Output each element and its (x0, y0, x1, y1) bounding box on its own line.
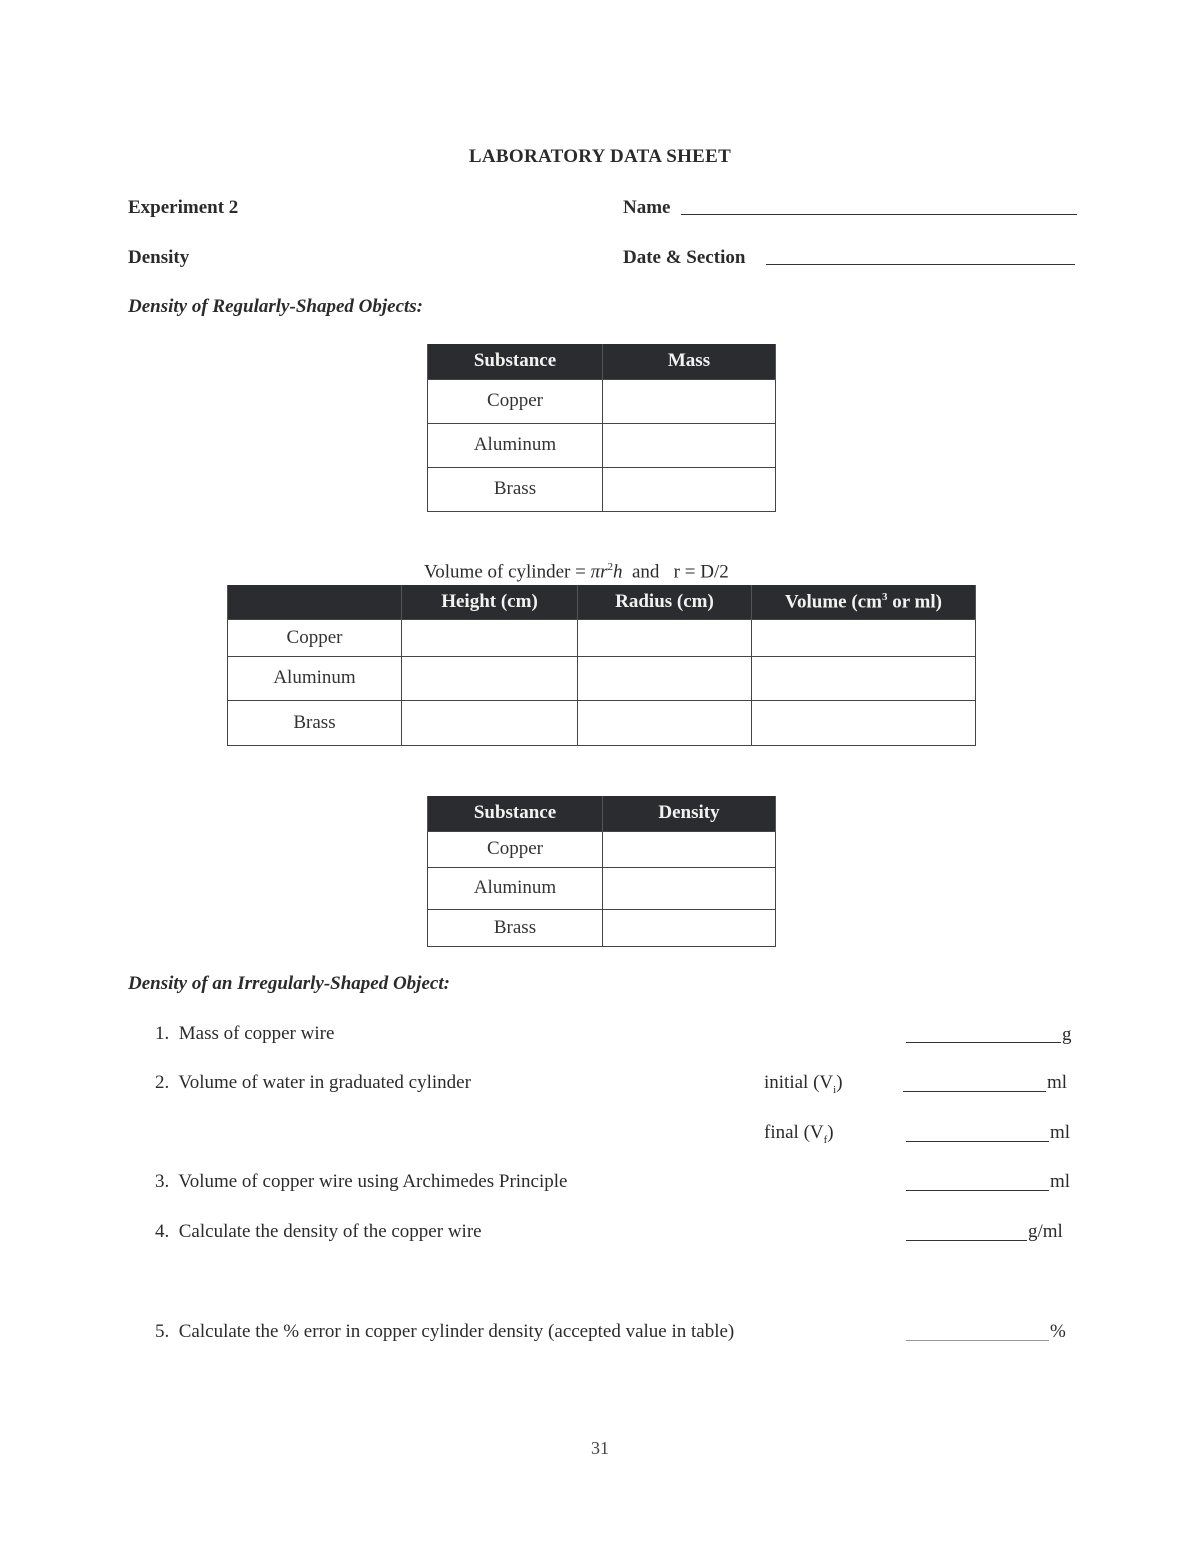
name-field[interactable] (681, 214, 1077, 215)
question-number: 2. (155, 1072, 170, 1093)
final-volume-label: final $(V_f)$ (764, 1122, 834, 1146)
page-title: LABORATORY DATA SHEET (468, 146, 732, 167)
mass-input-cell[interactable] (603, 467, 776, 511)
table-row (228, 656, 976, 700)
unit-label: ml (1047, 1072, 1068, 1093)
table-row (428, 467, 776, 511)
unit-label: ml (1050, 1122, 1071, 1143)
substance-cell: Brass (428, 467, 603, 511)
substance-cell: Brass (428, 909, 603, 946)
table-header (228, 585, 402, 619)
table-row (428, 867, 776, 909)
volume-input-cell[interactable] (752, 700, 976, 745)
substance-cell: Copper (428, 831, 603, 867)
mass-table (427, 344, 776, 512)
question-text: Calculate the % error in copper cylinder density (accepted value in table) (178, 1321, 735, 1342)
table-header: Density (603, 796, 776, 831)
table-row (428, 909, 776, 946)
volume-input-cell[interactable] (752, 656, 976, 700)
initial-volume-label: initial $(V_i)$ (764, 1072, 843, 1096)
table-header: Substance (428, 796, 603, 831)
table-row (228, 619, 976, 656)
substance-cell: Copper (228, 619, 402, 656)
section-heading-regular: Density of Regularly-Shaped Objects: (128, 296, 424, 317)
unit-label: % (1050, 1321, 1066, 1342)
question-text: Calculate the density of the copper wire (178, 1221, 482, 1242)
question-number: 5. (155, 1321, 170, 1342)
question-3 (155, 1171, 568, 1193)
question-1 (155, 1023, 334, 1045)
question-5 (155, 1321, 734, 1343)
experiment-label: Experiment 2 (128, 197, 239, 218)
radius-input-cell[interactable] (578, 619, 752, 656)
name-label: Name (623, 197, 671, 218)
table-header: Volume ($cm^3$ or ml) (752, 585, 976, 619)
topic-label: Density (128, 247, 190, 268)
table-row (428, 831, 776, 867)
volume-table (227, 585, 976, 746)
pi-symbol: π (590, 561, 601, 583)
date-section-field[interactable] (766, 264, 1075, 265)
question-text: Volume of water in graduated cylinder (178, 1072, 471, 1093)
question-4 (155, 1221, 482, 1243)
table-header: Substance (428, 344, 603, 379)
substance-cell: Brass (228, 700, 402, 745)
radius-input-cell[interactable] (578, 700, 752, 745)
table-header: Radius (cm) (578, 585, 752, 619)
radius-input-cell[interactable] (578, 656, 752, 700)
unit-label: g/ml (1028, 1221, 1063, 1242)
page-number: 31 (591, 1438, 609, 1458)
height-input-cell[interactable] (402, 700, 578, 745)
table-row (228, 700, 976, 745)
question-text: Mass of copper wire (178, 1023, 335, 1044)
substance-cell: Aluminum (428, 423, 603, 467)
table-header: Mass (603, 344, 776, 379)
question-number: 4. (155, 1221, 170, 1242)
cylinder-volume-formula: Volume of cylinder = $\pi r^2h$ and r = D/2 (424, 561, 729, 583)
table-header: Height (cm) (402, 585, 578, 619)
question-number: 3. (155, 1171, 170, 1192)
date-section-label: Date & Section (623, 247, 746, 268)
unit-label: ml (1050, 1171, 1071, 1192)
volume-input-cell[interactable] (752, 619, 976, 656)
question-2 (155, 1072, 471, 1094)
density-table (427, 796, 776, 947)
mass-input-cell[interactable] (603, 423, 776, 467)
substance-cell: Aluminum (228, 656, 402, 700)
density-input-cell[interactable] (603, 867, 776, 909)
answer-line-q5[interactable] (906, 1340, 1049, 1341)
height-input-cell[interactable] (402, 656, 578, 700)
substance-cell: Aluminum (428, 867, 603, 909)
section-heading-irregular: Density of an Irregularly-Shaped Object: (128, 973, 450, 994)
substance-cell: Copper (428, 379, 603, 423)
answer-line-q4[interactable] (906, 1240, 1027, 1241)
unit-label: g (1062, 1024, 1072, 1045)
table-row (428, 379, 776, 423)
density-input-cell[interactable] (603, 831, 776, 867)
table-row (428, 423, 776, 467)
answer-line-q1[interactable] (906, 1042, 1061, 1043)
question-number: 1. (155, 1023, 170, 1044)
mass-input-cell[interactable] (603, 379, 776, 423)
answer-line-q3[interactable] (906, 1190, 1049, 1191)
answer-line-final-volume[interactable] (906, 1141, 1049, 1142)
density-input-cell[interactable] (603, 909, 776, 946)
answer-line-initial-volume[interactable] (903, 1091, 1046, 1092)
question-text: Volume of copper wire using Archimedes Principle (178, 1171, 568, 1192)
height-input-cell[interactable] (402, 619, 578, 656)
